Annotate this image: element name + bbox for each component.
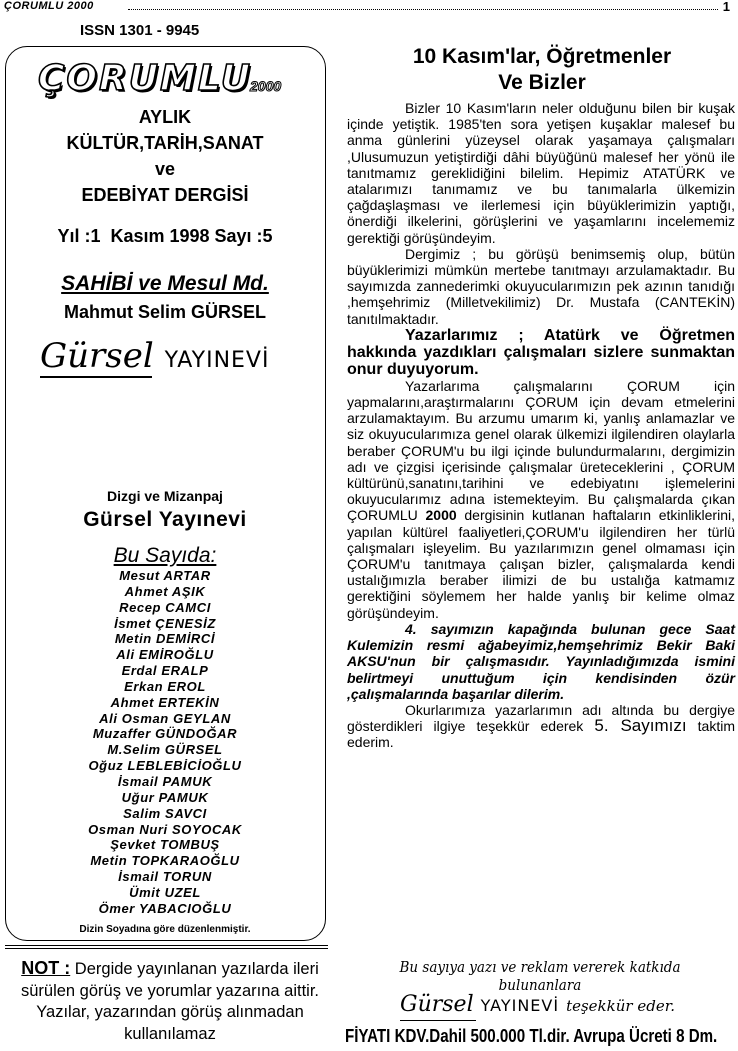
contributor-name: Recep CAMCI [119, 599, 211, 615]
contributor-name: Ahmet ERTEKİN [110, 694, 220, 710]
disclaimer-note [16, 958, 324, 1045]
contributors-title [20, 544, 310, 568]
description-line: KÜLTÜR,TARİH,SANAT [66, 133, 264, 153]
contributors-thanks-line: Bu sayıya yazı ve reklam vererek katkıda bulunanlara [399, 958, 681, 994]
contributor-name: Salim SAVCI [123, 805, 207, 821]
contributor-name: Uğur PAMUK [121, 789, 209, 805]
page-number: 1 [722, 0, 730, 14]
article-paragraph: Dergimiz ; bu görüşü benimsemiş olup, bütün büyüklerimizi mümkün mertebe tanıtmayı arzulamaktadır. Bu sayımızda zannederimki okuyucularımızın pek azının tanıdığı ,hemşehrimiz (Milletvekilimiz) Dr. Mustafa (CANTEKİN) tanıtılmaktadır. [347, 245, 735, 327]
article-paragraph: Bizler 10 Kasım'ların neler olduğunu bilen bir kuşak içinde yetiştik. 1985'ten sora yetişen kuşaklar malesef bu anma günlerini yüzeysel olarak yaşamaya çalışmaları ,Ulusumuzun yetiştirdiği dâhi büyüğünü malesef her yönü ile tanıtmamız gereklidiğini bilelim. Hepimiz ATATÜRK ve atalarımızı tanımamız ve bu tanımalarla ülkemizin çağdaşlaşması ve ilerlemesi için büyüklerimizin yaptığı, önerdiği ilkelerini, görüşlerini ve yaşamlarını incelememiz gerektiği görüşündeyim. [347, 100, 735, 246]
contributor-name: Muzaffer GÜNDOĞAR [92, 726, 238, 742]
publisher-thanks [400, 992, 675, 1017]
header-dotted-rule [128, 9, 718, 10]
paragraph-text: taktim ederim. [347, 718, 736, 751]
paragraph-big-text: 5. Sayımızı [594, 716, 687, 736]
paragraph-text: Okurlarımıza yazarlarımın adı altında bu dergiye gösterdikleri ilgiye teşekkür ederek [347, 701, 735, 735]
article-paragraph [347, 702, 735, 751]
divider [5, 948, 328, 949]
publisher-logo-sub: YAYINEVİ [164, 348, 270, 373]
article-title-line: 10 Kasım'lar, Öğretmenler [412, 45, 672, 68]
note-text: Dergide yayınlanan yazılarda ileri sürülen görüş ve yorumlar yazarına aittir. Yazılar, yazarından görüş alınmadan kullanılamaz [20, 960, 320, 1043]
layout-label: Dizgi ve Mizanpaj [107, 488, 223, 504]
description-line: EDEBİYAT DERGİSİ [81, 185, 249, 205]
thanks-logo-script: Gürsel [400, 992, 474, 1017]
article-paragraph-bolditalic: 4. sayımızın kapağında bulunan gece Saat Kulemizin resmi ağabeyimiz,hemşehrimiz Bekir Baki AKSU'nun bir çalışmasıdır. Yayınladığımızda ismini belirtmeyi unuttuğum için kendisinden özür ,çalışmalarında başarılar dilerim. [347, 620, 735, 702]
contributors-title-text: Bu Sayıda: [113, 544, 217, 567]
contributor-name: Ömer YABACIOĞLU [98, 900, 232, 916]
paragraph-year: 2000 [425, 507, 457, 524]
contributor-name: İsmail PAMUK [117, 773, 213, 789]
owner-title: SAHİBİ ve Mesul Md. [61, 272, 269, 295]
thanks-logo-sub: YAYINEVİ [480, 996, 560, 1015]
publisher-logo-underline [40, 376, 152, 378]
paragraph-text: Yazarlarıma çalışmalarını ÇORUM için yapmalarını,araştırmalarını ÇORUM için devam etmelerini arzulamaktayım. Bu arzumu umarım ki, yanlış anlamazlar ve siz okuyucularımıza genel olarak ülkemizi ilgilendiren olaylarla beraber ÇORUM'u bu ilgi içinde bulundurmalarını, dergimizin adı ve çizgisi içerisinde çalışmalar üreteceklerini , ÇORUM kültürünü,sanatını,tarihini ve edebiyatını işlemelerini okuyucularımız adına istemekteyim. Bu çalışmalarda çıkan ÇORUMLU [347, 377, 735, 524]
header-logo: ÇORUMLU 2000 [4, 0, 94, 12]
publisher-logo [40, 336, 269, 376]
description-line: ve [154, 159, 176, 179]
contributor-name: Oğuz LEBLEBİCİOĞLU [88, 758, 242, 774]
article-paragraph-bold: Yazarlarımız ; Atatürk ve Öğretmen hakkında yazdıkları çalışmaları sizlere sunmaktan onur duyuyorum. [347, 326, 735, 378]
magazine-logo: ÇORUMLU [38, 58, 253, 99]
contributor-name: Erdal ERALP [121, 663, 209, 679]
contributors-list [20, 568, 310, 917]
contributor-name: Şevket TOMBUŞ [110, 837, 220, 853]
description-line: AYLIK [138, 107, 192, 127]
magazine-logo-year: 2000 [250, 78, 282, 94]
contributor-name: İsmail TORUN [118, 869, 212, 885]
contributor-name: İsmet ÇENESİZ [114, 615, 216, 631]
contributor-name: M.Selim GÜRSEL [107, 742, 223, 758]
article-body [347, 100, 735, 751]
note-label: NOT : [21, 958, 71, 978]
contributor-name: Ali EMİROĞLU [116, 647, 214, 663]
contributor-name: Osman Nuri SOYOCAK [88, 821, 242, 837]
thanks-logo-underline [400, 1020, 476, 1021]
article-title-line: Ve Bizler [498, 71, 586, 94]
price-line: FİYATI KDV.Dahil 500.000 Tl.dir. Avrupa Ücreti 8 Dm. [345, 1026, 718, 1046]
divider [5, 945, 328, 946]
article-title [356, 44, 728, 96]
publisher-logo-script: Gürsel [40, 336, 154, 376]
owner-name: Mahmut Selim GÜRSEL [63, 302, 267, 322]
layout-name: Gürsel Yayınevi [83, 508, 247, 531]
contributor-name: Metin DEMİRCİ [114, 631, 216, 647]
contributor-name: Ahmet AŞIK [124, 583, 206, 599]
paragraph-text: dergisinin kutlanan haftaların etkinliklerini, yapılan kültürel faaliyetleri,ÇORUM'u ilgilendiren her türlü çalışmaları işleyelim. Bu yazılarımızın genel olmaması için ÇORUM'u tanıtmaya çalışan bizler, çalışmalarda kendi ustalığımızla beraber ilimizi de bu ustalığa katmamız gerektiğini söylemem her halde yanlış bir kelime olmaz görüşündeyim. [347, 507, 735, 621]
issue-info: Yıl :1 Kasım 1998 Sayı :5 [57, 226, 273, 246]
contributor-name: Mesut ARTAR [119, 568, 211, 583]
article-paragraph [347, 378, 735, 621]
contributor-name: Ali Osman GEYLAN [99, 710, 231, 726]
contributor-name: Metin TOPKARAOĞLU [90, 853, 240, 869]
contributors-note: Dizin Soyadına göre düzenlenmiştir. [79, 924, 251, 935]
contributor-name: Erkan EROL [124, 678, 206, 694]
contributor-name: Ümit UZEL [129, 884, 201, 900]
magazine-description [20, 104, 310, 208]
issn: ISSN 1301 - 9945 [80, 22, 200, 39]
thanks-tail: teşekkür eder. [566, 997, 675, 1015]
